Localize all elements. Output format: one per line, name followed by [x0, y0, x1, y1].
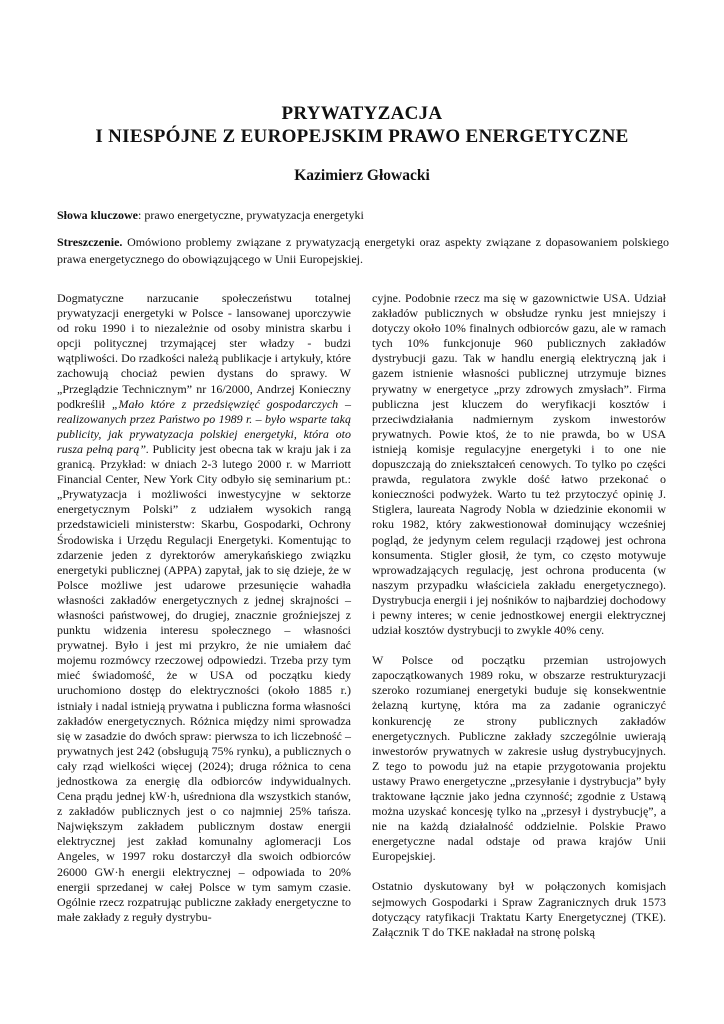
right-paragraph-3: Ostatnio dyskutowany był w połączonych komisjach sejmowych Gospodarki i Spraw Zagranicznych druk 1573 dotyczący ratyfikacji Traktatu Karty Energetycznej (TKE). Załącznik T do TKE nakładał na stronę polską [372, 879, 666, 939]
right-column [372, 291, 666, 955]
right-paragraph-2: W Polsce od początku przemian ustrojowych zapoczątkowanych 1989 roku, w obszarze restrukturyzacji szeroko rozumianej energetyki buduje się konsekwentnie żelazną kurtynę, która ma za zadanie ograniczyć konkurencję ze strony publicznych zakładów energetycznych. Publiczne zakłady szczególnie uwierają inwestorów prywatnych w zakresie usług dystrybucyjnych. Z tego to powodu już na etapie przygotowania projektu ustawy Prawo energetyczne „przesyłanie i dystrybucja” były traktowane łącznie jako jedna czynność; zgodnie z Ustawą można uzyskać koncesję tylko na „przesył i dystrybucję”, a nie na każdą działalność oddzielnie. Polskie Prawo energetyczne nadal odstaje od prawa krajów Unii Europejskiej. [372, 653, 666, 864]
left-paragraph-1 [57, 291, 351, 925]
abstract-label: Streszczenie. [57, 235, 123, 249]
abstract-text: Omówiono problemy związane z prywatyzacją energetyki oraz aspekty związane z dopasowaniem polskiego prawa energetycznego do obowiązującego w Unii Europejskiej. [57, 235, 669, 266]
title-line-2: I NIESPÓJNE Z EUROPEJSKIM PRAWO ENERGETYCZNE [95, 126, 629, 147]
left-p1-text-a: Dogmatyczne narzucanie społeczeństwu totalnej prywatyzacji energetyki w Polsce - lansowanej uporczywie od roku 1990 i to niezależnie od osoby ministra skarbu i opcji politycznej trzymającej ster władzy - budzi wątpliwości. Do rzadkości należą publikacje i artykuły, które zachowują chociaż pewien dystans do sprawy. W „Przeglądzie Technicznym” nr 16/2000, Andrzej Konieczny podkreślił [57, 291, 351, 411]
left-column [57, 291, 351, 940]
author-name: Kazimierz Głowacki [294, 167, 430, 184]
title-line-1: PRYWATYZACJA [281, 103, 443, 124]
keywords-section [57, 207, 669, 224]
keywords-text: : prawo energetyczne, prywatyzacja energetyki [138, 208, 364, 222]
left-p1-text-b: Publicity jest obecna tak w kraju jak i za granicą. Przykład: w dniach 2-3 lutego 2000 r. w Marriott Financial Center, New York City odbyło się seminarium pt.: „Prywatyzacja i możliwości inwestycyjne w sektorze energetycznym Polski” z udziałem wysokich rangą przedstawicieli ministerstw: Skarbu, Gospodarki, Ochrony Środowiska i Urzędu Regulacji Energetyki. Komentując to zdarzenie jeden z dyrektorów amerykańskiego związku energetyki publicznej (APPA) zapytał, jak to się dzieje, że w Polsce możliwe jest udarowe przesunięcie wahadła własności zakładów energetycznych z jednej skrajności – własności państwowej, do drugiej, znacznie groźniejszej z punktu widzenia interesu społecznego – własności prywatnej. Było i jest mi przykro, że nie umiałem dać mojemu rozmówcy rzeczowej odpowiedzi. Trzeba przy tym mieć świadomość, że w USA od początku kiedy uruchomiono dostęp do elektryczności (około 1885 r.) istniały i nadal istnieją prywatna i publiczna forma własności zakładów energetycznych. Różnica między nimi sprowadza się w zasadzie do dwóch spraw: pierwsza to ich liczebność – prywatnych jest 242 (obsługują 75% rynku), a publicznych o cały rząd wielkości więcej (2024); druga różnica to cena jednostkowa za energię dla odbiorców indywidualnych. Cena prądu jednej kW·h, uśredniona dla wszystkich stanów, z zakładów publicznych jest o co najmniej 25% tańsza. Największym zakładem publicznym dostaw energii elektrycznej jest zakład komunalny aglomeracji Los Angeles, w 1997 roku dostarczył dla swoich odbiorców 26000 GW·h energii elektrycznej – odpowiada to 20% energii sprzedanej w całej Polsce w tym samym czasie. Ogólnie rzecz rozpatrując publiczne zakłady energetyczne to małe zakłady z reguły dystrybu- [57, 441, 352, 924]
left-p1-quote: „Mało które z przedsięwzięć gospodarczych – realizowanych przez Państwo po 1989 r. – było wsparte taką publicity, jak prywatyzacja polskiej energetyki, która oto rusza pełną parą”. [57, 396, 351, 456]
keywords-label: Słowa kluczowe [57, 208, 138, 222]
right-paragraph-1: cyjne. Podobnie rzecz ma się w gazownictwie USA. Udział zakładów publicznych w obsłudze rynku jest mniejszy i dotyczy około 10% finalnych odbiorców gazu, ale w ramach tych 10% funkcjonuje 960 publicznych zakładów dystrybucji gazu. Tak w handlu energią elektryczną jak i gazem istnienie własności publicznej utrzymuje biznes prywatny w energetyce „przy zdrowych zmysłach”. Firma publiczna jest kluczem do weryfikacji kosztów i przeciwdziałania nadmiernym zyskom inwestorów prywatnych. Powie ktoś, że to nie prawda, bo w USA istnieją komisje regulacyjne energetyki i to one nie dopuszczają do zniekształceń cenowych. To tylko po części prawda, regulatora zwykle dość łatwo przekonać o konieczności podwyżek. Warto tu też przytoczyć opinię J. Stiglera, laureata Nagrody Nobla w dziedzinie ekonomii w roku 1982, który zakwestionował dominujący wcześniej pogląd, że jedynym celem regulacji rządowej jest ochrona konsumenta. Stigler głosił, że tym, co często motywuje wprowadzających regulację, jest ochrona producenta (w naszym przypadku właściciela zakładu energetycznego). Dystrybucja energii i jej nośników to najbardziej dochodowy i pewny interes; w cenie jednostkowej energii elektrycznej udział kosztów dystrybucji to zwykle 40% ceny. [372, 291, 666, 638]
abstract-section [57, 234, 669, 268]
